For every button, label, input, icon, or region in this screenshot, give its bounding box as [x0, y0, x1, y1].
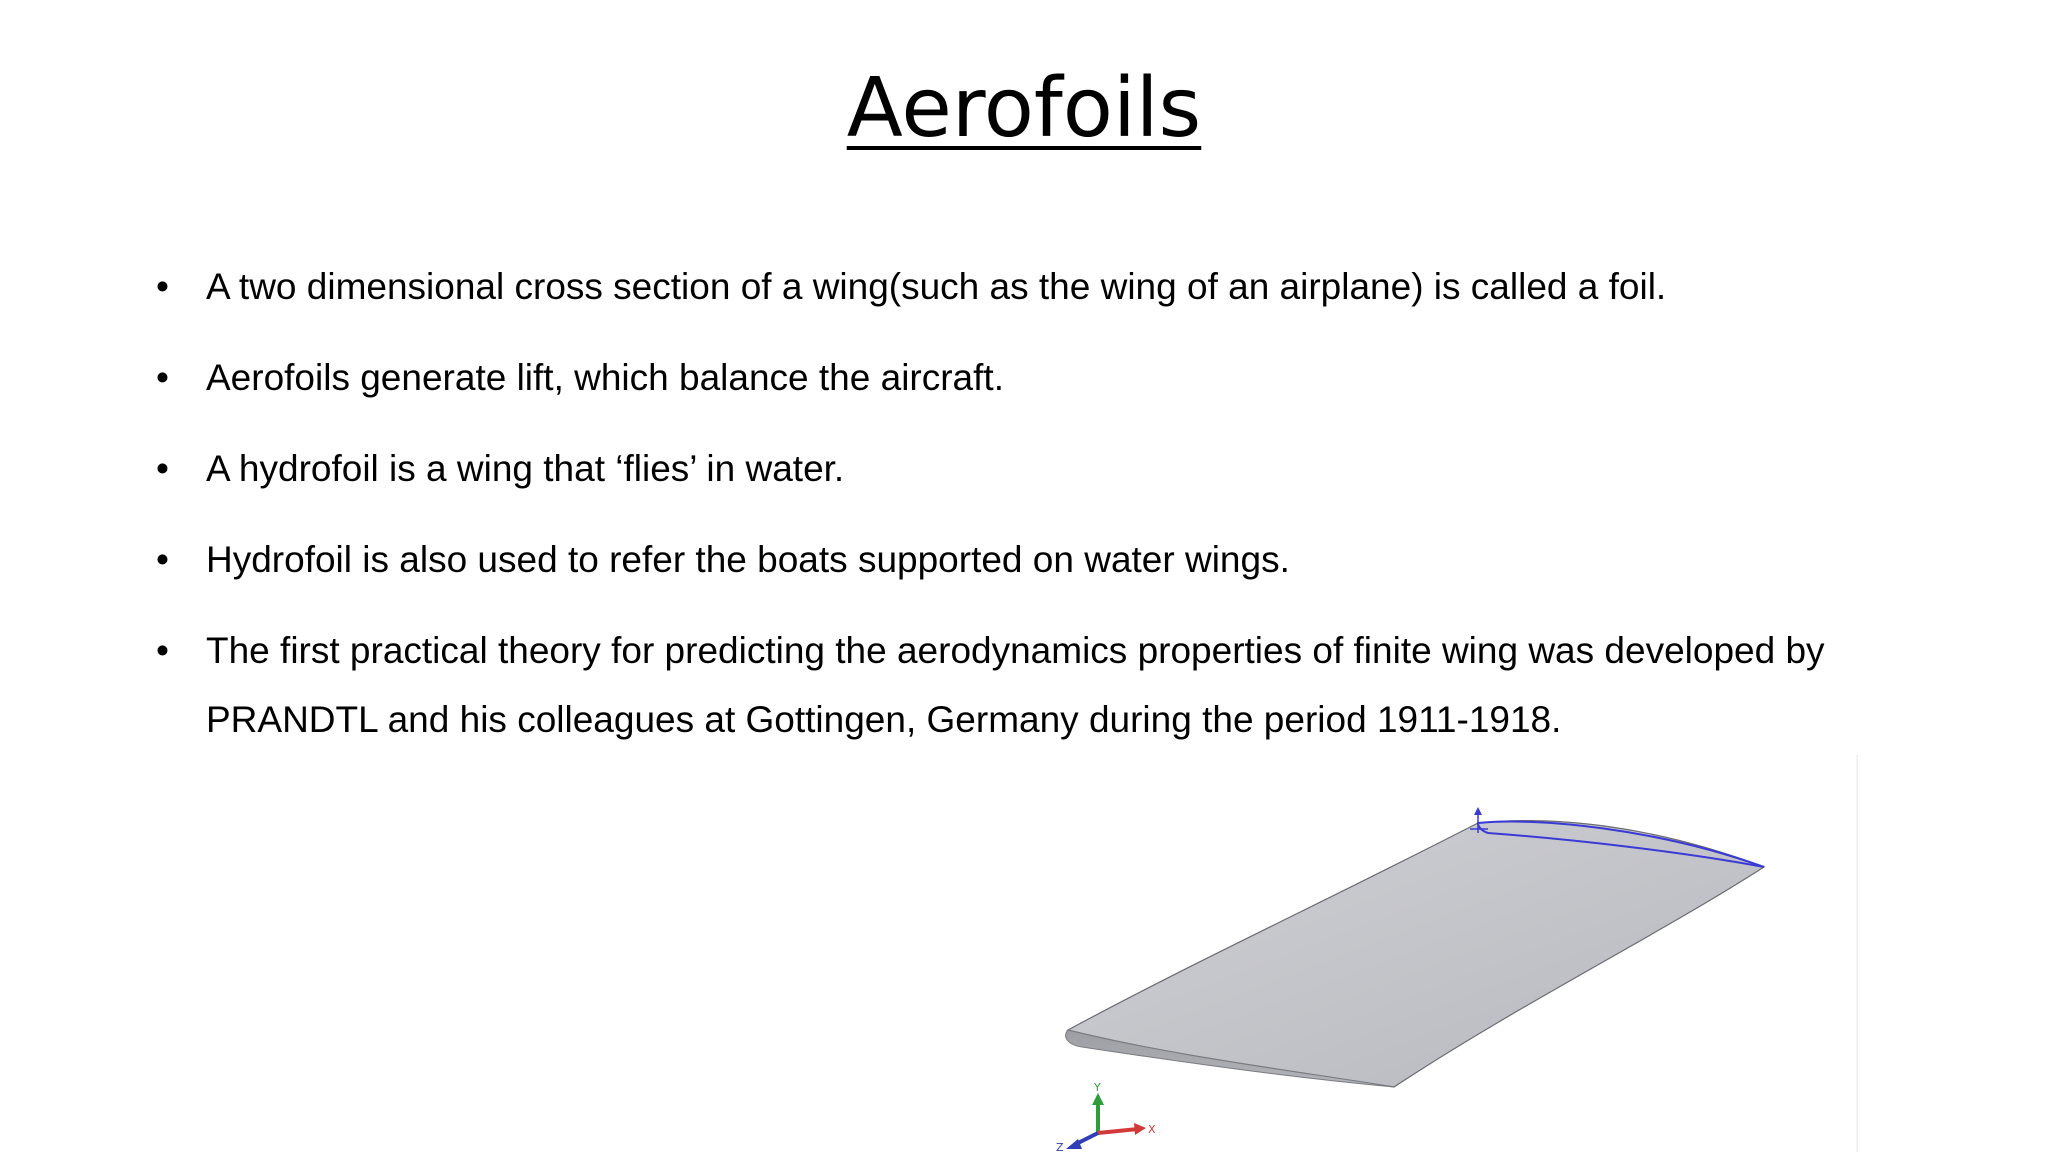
slide-title — [0, 62, 2048, 156]
slide-title-text: Aerofoils — [846, 61, 1202, 156]
bullet-item: • Aerofoils generate lift, which balance the aircraft. — [150, 343, 1910, 412]
bullet-item: • Hydrofoil is also used to refer the boats supported on water wings. — [150, 525, 1910, 594]
bullet-list — [150, 252, 1910, 776]
axis-y-label: Y — [1094, 1081, 1101, 1094]
axis-x-label: X — [1148, 1123, 1156, 1136]
bullet-item: • A two dimensional cross section of a wing(such as the wing of an airplane) is called a foil. — [150, 252, 1910, 321]
bullet-item: • A hydrofoil is a wing that ‘flies’ in water. — [150, 434, 1910, 503]
axis-z-label: Z — [1056, 1141, 1064, 1152]
wing-model-drawing — [1038, 755, 1858, 1152]
bullet-item: • The first practical theory for predicting the aerodynamics properties of finite wing was developed by PRANDTL and his colleagues at Gottingen, Germany during the period 1911-1918. — [150, 616, 1910, 754]
wing-model-image — [1038, 755, 1858, 1152]
